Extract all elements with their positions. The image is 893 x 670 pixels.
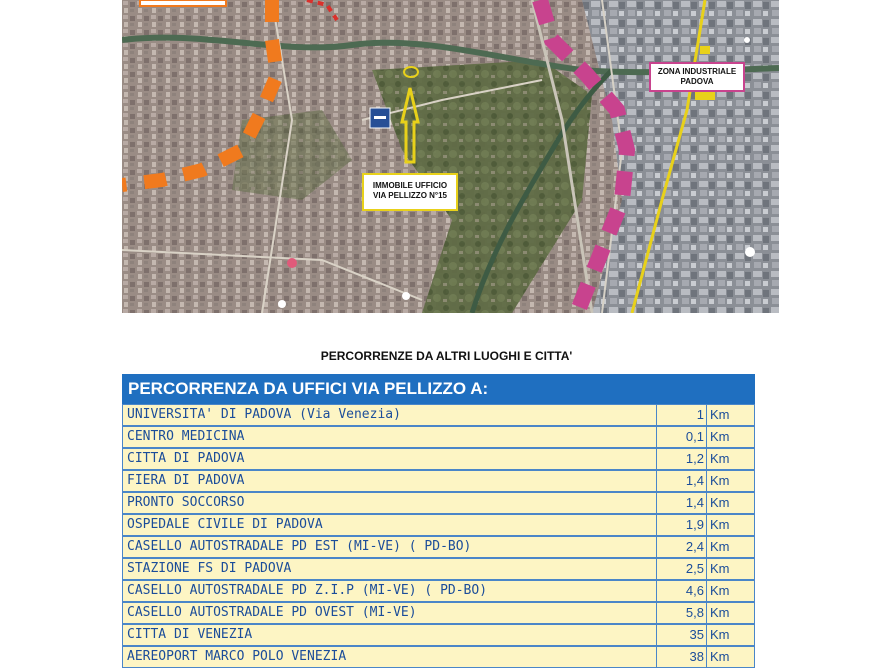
table-row xyxy=(122,470,755,492)
table-row xyxy=(122,624,755,646)
unit-cell: Km xyxy=(707,448,755,470)
place-cell: PRONTO SOCCORSO xyxy=(122,492,657,514)
unit-cell: Km xyxy=(707,646,755,668)
aerial-map xyxy=(122,0,779,313)
distance-cell: 1,9 xyxy=(657,514,707,536)
table-row xyxy=(122,404,755,426)
office-label-line2: VIA PELLIZZO N°15 xyxy=(372,191,448,200)
unit-cell: Km xyxy=(707,624,755,646)
place-cell: CENTRO MEDICINA xyxy=(122,426,657,448)
unit-cell: Km xyxy=(707,514,755,536)
place-cell: AEREOPORT MARCO POLO VENEZIA xyxy=(122,646,657,668)
unit-cell: Km xyxy=(707,404,755,426)
distance-cell: 1 xyxy=(657,404,707,426)
place-cell: UNIVERSITA' DI PADOVA (Via Venezia) xyxy=(122,404,657,426)
distance-cell: 4,6 xyxy=(657,580,707,602)
section-title: PERCORRENZE DA ALTRI LUOGHI E CITTA' xyxy=(320,349,573,363)
unit-cell: Km xyxy=(707,580,755,602)
distance-cell: 1,4 xyxy=(657,492,707,514)
distance-cell: 1,2 xyxy=(657,448,707,470)
distance-cell: 5,8 xyxy=(657,602,707,624)
distance-cell: 2,4 xyxy=(657,536,707,558)
place-cell: FIERA DI PADOVA xyxy=(122,470,657,492)
table-row xyxy=(122,514,755,536)
distance-cell: 35 xyxy=(657,624,707,646)
unit-cell: Km xyxy=(707,602,755,624)
place-cell: CITTA DI VENEZIA xyxy=(122,624,657,646)
table-row xyxy=(122,558,755,580)
distance-cell: 2,5 xyxy=(657,558,707,580)
map-image xyxy=(122,0,779,313)
place-cell: CITTA DI PADOVA xyxy=(122,448,657,470)
office-label-line1: IMMOBILE UFFICIO xyxy=(372,181,448,190)
unit-cell: Km xyxy=(707,492,755,514)
table-row xyxy=(122,448,755,470)
unit-cell: Km xyxy=(707,536,755,558)
place-cell: CASELLO AUTOSTRADALE PD EST (MI-VE) ( PD-BO) xyxy=(122,536,657,558)
place-cell: CASELLO AUTOSTRADALE PD OVEST (MI-VE) xyxy=(122,602,657,624)
place-cell: OSPEDALE CIVILE DI PADOVA xyxy=(122,514,657,536)
zona-label-line2: PADOVA xyxy=(680,77,714,86)
table-row xyxy=(122,492,755,514)
table-row xyxy=(122,602,755,624)
table-row xyxy=(122,426,755,448)
table-row xyxy=(122,536,755,558)
office-map-label xyxy=(362,173,458,211)
distance-cell: 38 xyxy=(657,646,707,668)
zona-industriale-map-label xyxy=(649,62,745,92)
zona-label-line1: ZONA INDUSTRIALE xyxy=(657,67,737,76)
place-cell: STAZIONE FS DI PADOVA xyxy=(122,558,657,580)
distance-table-header: PERCORRENZA DA UFFICI VIA PELLIZZO A: xyxy=(122,374,755,404)
table-row xyxy=(122,646,755,668)
distance-cell: 0,1 xyxy=(657,426,707,448)
place-cell: CASELLO AUTOSTRADALE PD Z.I.P (MI-VE) ( PD-BO) xyxy=(122,580,657,602)
unit-cell: Km xyxy=(707,470,755,492)
unit-cell: Km xyxy=(707,426,755,448)
table-row xyxy=(122,580,755,602)
distance-cell: 1,4 xyxy=(657,470,707,492)
unit-cell: Km xyxy=(707,558,755,580)
